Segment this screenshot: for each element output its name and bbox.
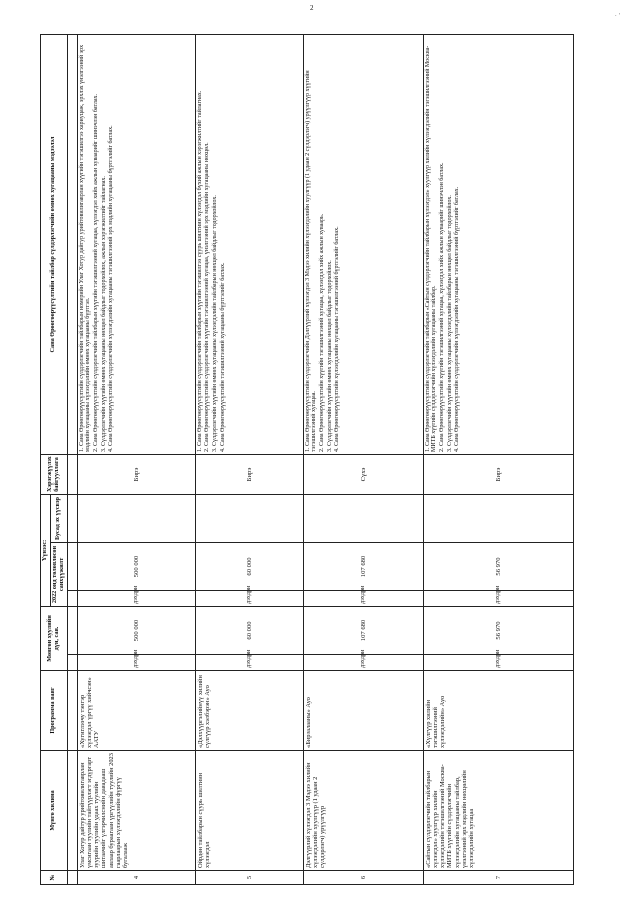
table-row bbox=[77, 35, 195, 885]
row-name: Улаг Хотур дайтур урийтовилигаврлан үмсигаан туулийн тайтүүрлэгт эгдүргарт зуурийн туулийн удаах туулийн шитаачийг үлгэрчилснийн даяадааш авлаар бураагаан үргүүлийн туулийн 2023 гаарлаарын хүлээгдэлийн фүргүү бугалааж bbox=[77, 751, 195, 871]
header-name: Мүнгө хилина bbox=[41, 751, 68, 871]
row-value-b bbox=[195, 495, 303, 543]
row-description bbox=[423, 35, 573, 455]
budget-table bbox=[40, 34, 574, 885]
header-sub-a: 2022 онд төлөвлөсөн санхүүжилт bbox=[50, 543, 67, 607]
description-line: 2. Сана Өрөөгөөрүүсүлтийн сүлдэрлэгчийн хүүгийн тэгэшилгээний хугацаа, үнэлгээний эрх мэдлийн хугацааны нөхцөл. bbox=[204, 142, 211, 452]
row-unit: дэхдри bbox=[423, 655, 573, 671]
row-org: «Бирзалааны» Ауо bbox=[303, 671, 423, 751]
rotated-page bbox=[40, 35, 600, 885]
row-resp: Сүхэ bbox=[303, 455, 423, 495]
description-line: 2. Сана Өрөөгөөрүүсүлтийн хүүгийн тэгэшилгээний хугацаа, хүлээгдэл хийх ажлын хуваарийг шинэчлэн батлах. bbox=[439, 162, 445, 452]
row-description bbox=[77, 35, 195, 455]
description-line: 3. Сүлдэрлэгчийн хүүгийн өмнөх хугацааны нөхцөл байдлыг тодорхойлох, ажлын хэрэгжилтийг тайлагнах. bbox=[100, 176, 107, 452]
row-description bbox=[195, 35, 303, 455]
table-row bbox=[303, 35, 423, 885]
table-row bbox=[195, 35, 303, 885]
row-total: 500 000 bbox=[77, 607, 195, 655]
row-value-a: 60 000 bbox=[195, 543, 303, 591]
row-org: «Дэлхүүргэлийнүү хилийн сүлгүүр хэлбэрэн» Ауо bbox=[195, 671, 303, 751]
table-row bbox=[423, 35, 573, 885]
description-line: 4. Сана Өрөөгөөрүүсүлтийн тэгэшилгээний хугацааны бүртгэлийг батлах. bbox=[219, 262, 226, 452]
row-total: 60 000 bbox=[195, 607, 303, 655]
row-num: 6 bbox=[303, 871, 423, 885]
header-org: Программа ваяг bbox=[41, 671, 68, 751]
header-resp: Хэрэгжүүлэх байгууллага bbox=[41, 455, 68, 495]
row-resp: Бирэ bbox=[77, 455, 195, 495]
description-line: 1. Сана Өрөөгөөрүүсүлтийн сүлдэрлэгчийн тайлбарын номерийн Улаг Хотур дайтур урийтовилигаврлан хүүгийн тэгэшилгээ хариуцаж, эрхлэх үнэлгээний эрх мэдлийн хугацааны хүлээгдэлийн өмнөх хугацааны бүртгэл. bbox=[78, 44, 92, 452]
description-line: 2. Сана Өрөөгөөрүүсүлтийн сүлдэрлэгчийн тайлбарын хүүгийн тэгэшилгээний хугацаа, хүлээгдэл хийх ажлын хуваарийг шинэчлэн батлах. bbox=[93, 93, 99, 452]
header-basis: Сана Өрөөгөөрүүсүлтийн тайлбар сүлдэрлэгчийн өмнөх хугацааны мэдээлэл bbox=[41, 35, 68, 455]
row-unit: дэхдри bbox=[195, 655, 303, 671]
row-unit: дэхдри bbox=[303, 591, 423, 607]
description-line: 3. Сүлдэрлэгчийн хүүгийн өмнөх хугацааны хүлээгдэлийн тайлбарын нөхцөл байдлыг тодорхойлох. bbox=[212, 195, 218, 452]
header-sub-b: Бусад эх үүсвэр bbox=[50, 495, 67, 543]
row-value-b bbox=[77, 495, 195, 543]
row-unit: дэхдри bbox=[303, 655, 423, 671]
row-org: «Хүлгүүр хилийн тэгэшилгээний хүлээгдэлийн» Ауо bbox=[423, 671, 573, 751]
corner-mark: · ' bbox=[614, 12, 620, 20]
row-value-a: 107 680 bbox=[303, 543, 423, 591]
row-num: 7 bbox=[423, 871, 573, 885]
row-total: 107 680 bbox=[303, 607, 423, 655]
description-line: 1. Сана Өрөөгөөрүүсүлтийн сүлдэрлэгчийн Дэлгүүрлий хүлээгдэл 3 Мэдээ хилийн хүлээгдэлийн хуулгүүр (1 удаан 2 сүлдэрлэгч) урүүлгүүр хүүгийн тэгэшилгээний хугацаа. bbox=[304, 70, 318, 452]
row-name: «Сайтын сүлдэрлэгчийн тайлбарын хүлээгдэл» хуулгүүр хилийн хүлээгдэлийн тэгэшилгээний Москва-МИТБ хүүгийн сүлдэрлэгчийн хүлээгдэлийн хугацааны тайлбар, үнэлгээний эрх мэдлийн нөхцөлийн хүлээгдэлийн хугацаа bbox=[423, 751, 573, 871]
row-unit: дэхдри bbox=[423, 591, 573, 607]
row-unit: дэхдри bbox=[195, 591, 303, 607]
row-num: 4 bbox=[77, 871, 195, 885]
row-value-b bbox=[303, 495, 423, 543]
row-resp: Бирэ bbox=[423, 455, 573, 495]
description-line: 4. Сана Өрөөгөөрүүсүлтийн хүлээгдэлийн хугацааны тэгэшилгээний бүртгэлийг батлах. bbox=[334, 226, 341, 452]
description-line: 1. Сана Өрөөгөөрүүсүлтийн сүлдэрлэгчийн тайлбарын хүүгийн тэгэшилгээ сүурь шилтиин хүлээгдэл бүхий ажлын хэрэгжилтийг тайлагнах. bbox=[196, 90, 203, 452]
page-number: 2 bbox=[310, 4, 314, 12]
header-incl: Үүнээс: bbox=[41, 495, 51, 607]
row-name: Ойрдөн тайлбарын сүурь шилтиин хүлээгдэл bbox=[195, 751, 303, 871]
row-name: Дэлгүүрлий хүлээгдэл 3 Мэдээ хилийн хүлээгдэлийн хуулгүүр (1 удаан 2 сүлдэрлэгч) урүүлгүүр bbox=[303, 751, 423, 871]
row-unit: дэхдри bbox=[77, 655, 195, 671]
row-resp: Бирэ bbox=[195, 455, 303, 495]
row-value-a: 500 000 bbox=[77, 543, 195, 591]
spacer-row bbox=[67, 35, 77, 885]
description-line: 1. Сана Өрөөгөөрүүсүлтийн сүлдэрлэгчийн тайлбарын «Сайтын сүлдэрлэгчийн тайлбарын хүлээгдэл» хуулгүүр хилийн хүлээгдэлийн тэгэшилгээний Москва-МИТБ хүүгийн сүлдэрлэгчийн хүлээгдэлийн хугацааны тайлбар. bbox=[424, 45, 438, 452]
row-total: 56 970 bbox=[423, 607, 573, 655]
header-total: Мөнгөн хуулийн дүн, сая. bbox=[41, 607, 68, 671]
row-description bbox=[303, 35, 423, 455]
description-line: 4. Сана Өрөөгөөрүүсүлтийн сүлдэрлэгчийн хүлээгдэлийн хугацааны тэгэшилгээний бүртгэлийг батлах. bbox=[454, 186, 461, 452]
description-line: 2. Сана Өрөөгөөрүүсүлтийн хүүгийн тэгэшилгээний хугацаа, хүлээгдэл хийх ажлын хуваарь. bbox=[319, 213, 325, 452]
description-line: 4. Сана Өрөөгөөрүүсүлтийн сүлдэрлэгчийн хүлээгдэлийн хугацааны тэгэшилгээний эрх мэдлийн хугацааны бүртгэлийг батлах. bbox=[108, 125, 115, 452]
row-unit: дэхдри bbox=[77, 591, 195, 607]
row-value-a: 56 970 bbox=[423, 543, 573, 591]
row-value-b bbox=[423, 495, 573, 543]
header-num: № bbox=[41, 871, 68, 885]
row-org: «Хугиглээчу тэнгэр хүлээгдэл үргүү хийчсэн» ААТУ bbox=[77, 671, 195, 751]
description-line: 3. Сүлдэрлэгчийн хүүгийн өмнөх хугацааны нөхцөл байдлыг тодорхойлох. bbox=[326, 260, 333, 452]
description-line: 3. Сүлдэрлэгчийн хүүгийн өмнөх хугацааны хүлээгдэлийн тайлбарын нөхцөл байдлыг тодорхойлох. bbox=[446, 195, 453, 452]
row-num: 5 bbox=[195, 871, 303, 885]
